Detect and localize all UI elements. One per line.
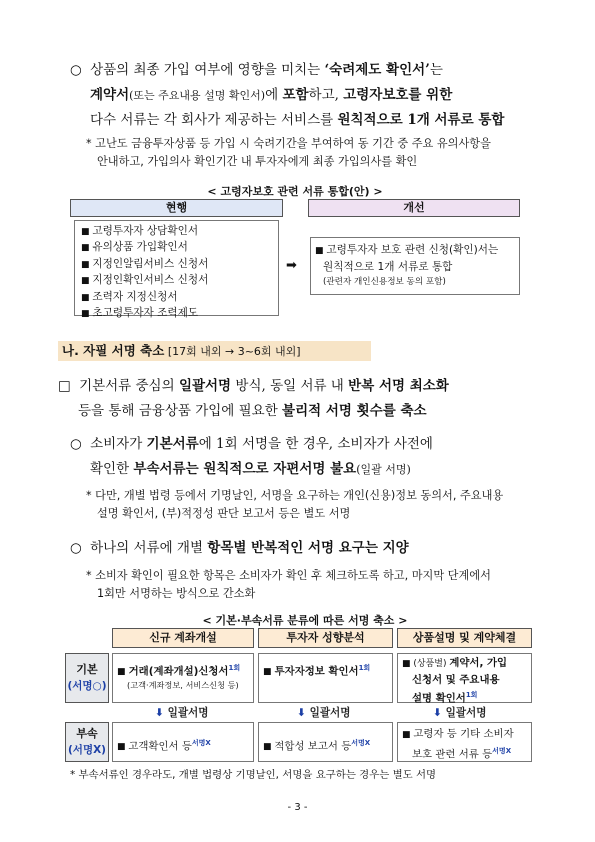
text: 1회 [228,664,241,672]
text: 계약서 [90,87,130,103]
text: ■ 고령자 등 기타 소비자 [402,726,527,743]
table1-caption: < 고령자보호 관련 서류 통합(안) > [207,185,383,198]
text: 1회 [465,691,478,699]
text: (상품별) [413,659,450,669]
text: 기본서류 중심의 [79,378,179,394]
text: 기본 [76,663,98,676]
text: (서명○) [67,680,107,692]
text: 신청서 및 주요내용 [412,673,500,686]
cell-r2c3 [397,722,532,762]
text: (서명X) [68,744,106,756]
cell-r2c1 [112,722,254,762]
text: 계약서, 가입 [449,657,508,669]
table1-header-current: 현행 [70,199,283,217]
text: ‘숙려제도 확인서’ [324,62,430,78]
text: 고령자보호를 위한 [343,87,453,103]
sec1-note [86,135,556,171]
current-list-item: ■ 지정인알림서비스 신청서 [81,257,272,273]
text: 거래(계좌개설)신청서 [128,665,229,678]
text: 불리적 서명 횟수를 축소 [282,403,427,419]
text: 보호 관련 서류 등 [412,748,493,761]
text: 소비자가 [90,436,147,452]
current-list-item: ■ 조력자 지정신청서 [81,290,272,306]
sec1-paragraph [70,58,540,133]
text: (또는 주요내용 설명 확인서) [129,89,266,102]
text: 적합성 보고서 등 [274,740,352,753]
row-label-attached [65,722,109,762]
text: 일괄서명 [167,707,209,719]
text: 반복 서명 최소화 [348,378,449,394]
text: 에 1회 서명을 한 경우, 소비자가 사전에 [198,436,433,452]
text: 안내하고, 가입의사 확인기간 내 투자자에게 최종 가입의사를 확인 [97,155,418,168]
text: 투자자정보 확인서 [274,665,359,678]
text: (일괄 서명) [356,463,411,476]
text: 서명X [191,739,211,747]
table2-header-col1: 신규 계좌개설 [112,628,254,648]
text: ■ 고령투자자 보호 관련 신청(확인)서는 [315,244,498,256]
table2-header-col2: 투자자 성향분석 [258,628,393,648]
section-title [58,341,371,361]
text: 부속 [76,727,98,740]
text: 기본서류 [146,436,199,452]
text: 일괄서명 [445,707,487,719]
cell-r2c2 [258,722,393,762]
table2-header-col3: 상품설명 및 계약체결 [397,628,532,648]
text: 서명X [351,739,371,747]
bullet-circle: ○ [70,540,82,556]
row-label-basic [65,653,109,703]
text: 원칙적으로 1개 서류로 통합 [323,261,453,273]
sec2-p1 [58,374,558,424]
text: 일괄서명 [309,707,351,719]
text: 설명 확인서 [412,692,466,705]
sec2-note2 [86,567,556,603]
sec2-p3 [70,536,550,561]
current-list-item: ■ 유의상품 가입확인서 [81,240,272,256]
note-star: * [86,489,92,502]
down-arrow-icon: ⬇ [155,707,164,719]
down-arrow-icon: ⬇ [297,707,306,719]
bulk-sign-arrow-3 [433,705,487,720]
bullet-circle: ○ [70,62,82,78]
text: (관련자 개인신용정보 동의 포함) [323,277,446,287]
table1-header-improve: 개선 [308,199,520,217]
text: 항목별 반복적인 서명 요구는 지양 [207,540,409,556]
current-list-item: ■ 지정인확인서비스 신청서 [81,273,272,289]
text: 등을 통해 금융상품 가입에 필요한 [78,403,283,419]
sec2-note1 [86,487,556,523]
text: 하나의 서류에 개별 [90,540,208,556]
cell-r1c1 [112,653,254,703]
text: 상품의 최종 가입 여부에 영향을 미치는 [90,62,325,78]
cell-r1c2 [258,653,393,703]
bulk-sign-arrow-2 [297,705,351,720]
text: 1회만 서명하는 방식으로 간소화 [97,587,256,600]
text: 는 [429,62,443,78]
current-list-item: ■ 고령투자자 상담확인서 [81,224,272,240]
text: 서명X [492,747,512,755]
text: 설명 확인서, (부)적정성 판단 보고서 등은 별도 서명 [97,507,351,520]
bullet-circle: ○ [70,436,82,452]
text: 에 [265,87,283,103]
down-arrow-icon: ⬇ [433,707,442,719]
note-star: * [86,569,92,582]
text: 확인한 [90,461,134,477]
text: 1회 [358,664,371,672]
current-list [81,224,272,322]
right-arrow-icon: ➡ [286,258,297,273]
text: 고난도 금융투자상품 등 가입 시 숙려기간을 부여하여 동 기간 중 주요 유의사항을 [95,137,491,150]
text: (고객·계좌정보, 서비스신청 등) [127,680,239,691]
text: 다수 서류는 각 회사가 제공하는 서비스를 [90,112,338,128]
box-bullet: □ [58,378,71,394]
text: 부속서류는 원칙적으로 자편서명 불요 [133,461,357,477]
bulk-sign-arrow-1 [155,705,209,720]
text: [17회 내외 → 3~6회 내외] [164,345,301,358]
table2-footnote: * 부속서류인 경우라도, 개별 법령상 기명날인, 서명을 요구하는 경우는 별도 서명 [70,769,437,781]
current-list-item: ■ 초고령투자자 조력제도 [81,306,272,322]
table1-improve-box [310,237,520,295]
text: 하고, [308,87,344,103]
note-star: * [86,137,92,150]
text: 방식, 동일 서류 내 [231,378,349,394]
text: 다만, 개별 법령 등에서 기명날인, 서명을 요구하는 개인(신용)정보 동의서, 주요내용 [95,489,504,502]
table2-caption: < 기본·부속서류 분류에 따른 서명 축소 > [202,614,408,627]
page-number: - 3 - [287,802,308,813]
cell-r1c3 [397,653,532,703]
sec2-p2 [70,432,550,482]
text: 나. 자필 서명 축소 [62,343,165,358]
text: 고객확인서 등 [128,740,192,753]
text: 소비자 확인이 필요한 항목은 소비자가 확인 후 체크하도록 하고, 마지막 단계에서 [95,569,491,582]
text: 일괄서명 [178,378,232,394]
text: 포함 [282,87,309,103]
table1-current-box [74,220,279,320]
text: 원칙적으로 1개 서류로 통합 [337,112,505,128]
